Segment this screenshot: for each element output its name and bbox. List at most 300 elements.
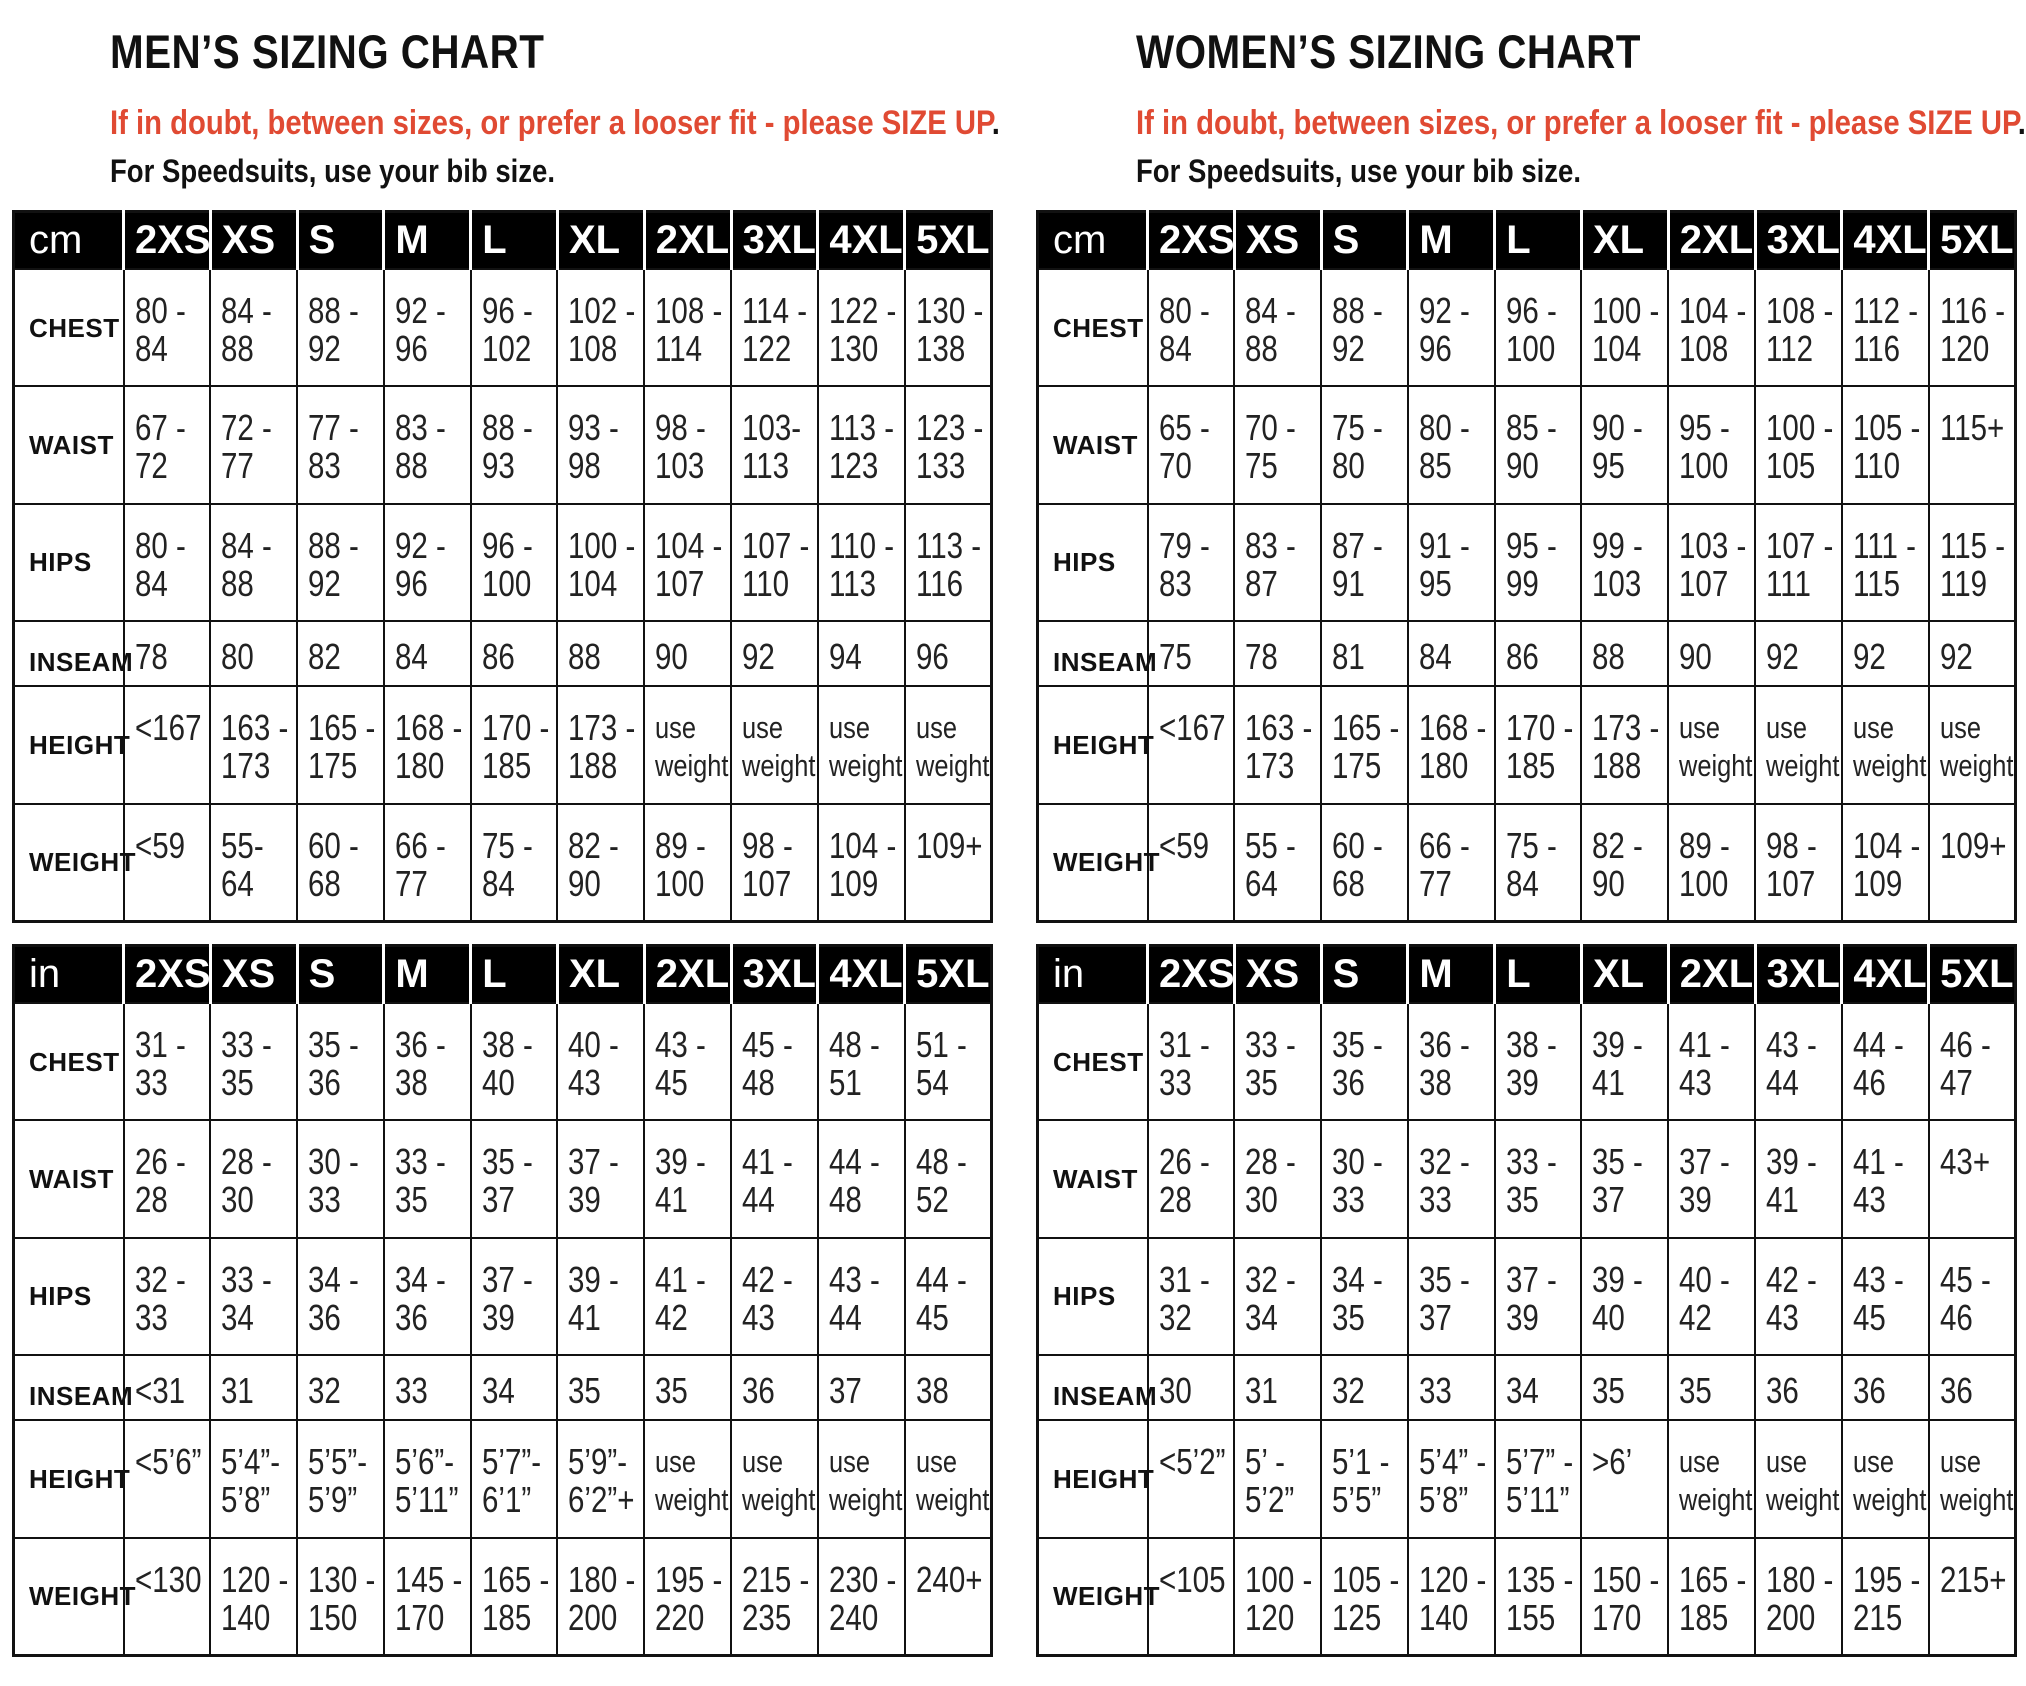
table-cell bbox=[818, 386, 905, 503]
size-header: 2XS bbox=[124, 212, 211, 270]
table-cell bbox=[1408, 1538, 1495, 1656]
cell-value: 33 bbox=[1418, 1369, 1452, 1411]
cell-value: 215+ bbox=[1939, 1558, 2007, 1600]
cell-value: 72 - 77 bbox=[221, 407, 273, 487]
table-cell bbox=[905, 686, 992, 803]
measurement-row-inseam bbox=[1038, 621, 2016, 687]
size-header: 5XL bbox=[1929, 212, 2016, 270]
cell-value: 130 - 150 bbox=[308, 1558, 376, 1638]
cell-value: 40 - 43 bbox=[568, 1024, 620, 1103]
cell-value: 26 - 28 bbox=[134, 1141, 186, 1221]
size-header: M bbox=[384, 212, 471, 270]
table-cell bbox=[1842, 1003, 1929, 1120]
cell-value: 78 bbox=[1245, 635, 1279, 677]
table-cell bbox=[1234, 1355, 1321, 1421]
cell-value: use weight bbox=[828, 710, 903, 784]
measurement-row-chest bbox=[14, 269, 992, 386]
cell-value: <5’6” bbox=[134, 1441, 201, 1483]
table-cell bbox=[818, 504, 905, 621]
table-cell bbox=[1234, 1238, 1321, 1355]
cell-value: 163 - 173 bbox=[221, 707, 289, 787]
table-cell bbox=[644, 386, 731, 503]
table-cell bbox=[557, 1420, 644, 1537]
table-cell bbox=[297, 686, 384, 803]
size-header: XS bbox=[1234, 946, 1321, 1004]
cell-value: 39 - 41 bbox=[568, 1258, 620, 1338]
cell-value: 30 - 33 bbox=[308, 1141, 359, 1221]
table-cell bbox=[905, 621, 992, 687]
table-cell bbox=[1408, 1003, 1495, 1120]
measurement-row-inseam bbox=[14, 1355, 992, 1421]
cell-value: 83 - 88 bbox=[394, 407, 446, 487]
table-cell bbox=[644, 1120, 731, 1237]
table-cell bbox=[1581, 386, 1668, 503]
cell-value: 80 bbox=[221, 635, 255, 677]
table-cell bbox=[384, 504, 471, 621]
size-header: 3XL bbox=[1755, 946, 1842, 1004]
cell-value: <5’2” bbox=[1158, 1441, 1225, 1483]
cell-value: 92 - 96 bbox=[1418, 290, 1470, 369]
table-cell bbox=[1321, 386, 1408, 503]
table-cell bbox=[1234, 269, 1321, 386]
table-cell bbox=[1842, 504, 1929, 621]
womens-header bbox=[1136, 20, 2026, 194]
table-cell bbox=[818, 1538, 905, 1656]
size-header: 4XL bbox=[818, 212, 905, 270]
cell-value: 120 - 140 bbox=[221, 1558, 289, 1638]
cell-value: 80 - 84 bbox=[134, 290, 186, 369]
cell-value: 150 - 170 bbox=[1592, 1558, 1660, 1638]
cell-value: 123 - 133 bbox=[915, 407, 983, 487]
cell-value: 44 - 45 bbox=[915, 1258, 967, 1338]
cell-value: 32 bbox=[1332, 1369, 1365, 1411]
table-cell bbox=[384, 1420, 471, 1537]
mens-size-up-text: If in doubt, between sizes, or prefer a looser fit - please SIZE UP bbox=[110, 104, 992, 142]
cell-value: 92 bbox=[1852, 635, 1886, 677]
table-cell bbox=[384, 1355, 471, 1421]
table-cell bbox=[905, 1538, 992, 1656]
size-header: 2XL bbox=[644, 212, 731, 270]
cell-value: 33 - 35 bbox=[221, 1024, 273, 1103]
cell-value: 67 - 72 bbox=[134, 407, 186, 487]
cell-value: 165 - 185 bbox=[1679, 1558, 1747, 1638]
size-header: M bbox=[384, 946, 471, 1004]
table-cell bbox=[818, 1003, 905, 1120]
table-cell bbox=[905, 504, 992, 621]
cell-value: 26 - 28 bbox=[1158, 1141, 1210, 1221]
mens-speedsuit-note: For Speedsuits, use your bib size. bbox=[110, 153, 556, 189]
cell-value: 109+ bbox=[1939, 824, 2007, 866]
table-cell bbox=[210, 386, 297, 503]
cell-value: use weight bbox=[1766, 1444, 1840, 1518]
cell-value: 34 bbox=[481, 1369, 515, 1411]
cell-value: use weight bbox=[1679, 710, 1753, 784]
table-cell bbox=[1581, 621, 1668, 687]
table-cell bbox=[1234, 504, 1321, 621]
cell-value: 75 - 84 bbox=[481, 824, 533, 904]
cell-value: 84 bbox=[1418, 635, 1452, 677]
row-label: HIPS bbox=[1038, 1238, 1148, 1355]
mens-inch-table bbox=[12, 944, 993, 1657]
table-cell bbox=[1929, 386, 2016, 503]
table-cell bbox=[1321, 1420, 1408, 1537]
table-cell bbox=[1408, 686, 1495, 803]
table-cell bbox=[471, 1238, 558, 1355]
measurement-row-hips bbox=[14, 1238, 992, 1355]
cell-value: 105 - 110 bbox=[1852, 407, 1921, 487]
size-header: 5XL bbox=[905, 212, 992, 270]
table-cell bbox=[1755, 269, 1842, 386]
cell-value: 43 - 44 bbox=[828, 1258, 880, 1338]
table-cell bbox=[1495, 1003, 1582, 1120]
cell-value: 30 - 33 bbox=[1332, 1141, 1383, 1221]
cell-value: 122 - 130 bbox=[828, 290, 897, 369]
cell-value: 103 - 107 bbox=[1679, 524, 1747, 604]
cell-value: 38 - 39 bbox=[1505, 1024, 1557, 1103]
size-header: 5XL bbox=[1929, 946, 2016, 1004]
cell-value: 100 - 120 bbox=[1245, 1558, 1313, 1638]
cell-value: 55- 64 bbox=[221, 824, 264, 904]
table-cell bbox=[1581, 1420, 1668, 1537]
measurement-row-hips bbox=[14, 504, 992, 621]
table-cell bbox=[471, 686, 558, 803]
size-header: L bbox=[1495, 212, 1582, 270]
table-cell bbox=[557, 1003, 644, 1120]
table-cell bbox=[731, 1538, 818, 1656]
table-cell bbox=[1321, 1120, 1408, 1237]
cell-value: 108 - 112 bbox=[1766, 290, 1834, 369]
cell-value: 91 - 95 bbox=[1418, 524, 1470, 604]
cell-value: 145 - 170 bbox=[394, 1558, 463, 1638]
table-cell bbox=[1929, 504, 2016, 621]
table-cell bbox=[210, 804, 297, 922]
row-label: CHEST bbox=[14, 1003, 124, 1120]
cell-value: 98 - 103 bbox=[655, 407, 707, 487]
womens-speedsuit-note: For Speedsuits, use your bib size. bbox=[1136, 153, 1582, 189]
cell-value: 170 - 185 bbox=[481, 707, 549, 787]
measurement-row-chest bbox=[1038, 269, 2016, 386]
table-cell bbox=[1321, 1238, 1408, 1355]
cell-value: 165 - 175 bbox=[1332, 707, 1400, 787]
size-header: XS bbox=[210, 946, 297, 1004]
cell-value: 115 - 119 bbox=[1939, 524, 2005, 604]
cell-value: 240+ bbox=[915, 1558, 983, 1600]
table-cell bbox=[1148, 1238, 1235, 1355]
cell-value: 96 - 100 bbox=[481, 524, 533, 604]
cell-value: 95 - 100 bbox=[1679, 407, 1731, 487]
cell-value: 89 - 100 bbox=[655, 824, 707, 904]
table-cell bbox=[471, 1538, 558, 1656]
cell-value: 35 bbox=[1679, 1369, 1713, 1411]
table-cell bbox=[384, 621, 471, 687]
cell-value: 66 - 77 bbox=[1418, 824, 1470, 904]
table-cell bbox=[557, 804, 644, 922]
cell-value: use weight bbox=[742, 710, 816, 784]
cell-value: 104 - 109 bbox=[1852, 824, 1921, 904]
cell-value: 65 - 70 bbox=[1158, 407, 1210, 487]
table-cell bbox=[818, 1420, 905, 1537]
table-cell bbox=[818, 269, 905, 386]
table-cell bbox=[1581, 269, 1668, 386]
table-cell bbox=[1755, 504, 1842, 621]
cell-value: 108 - 114 bbox=[655, 290, 723, 369]
table-cell bbox=[124, 1420, 211, 1537]
cell-value: 100 - 105 bbox=[1766, 407, 1834, 487]
table-cell bbox=[210, 269, 297, 386]
cell-value: 70 - 75 bbox=[1245, 407, 1297, 487]
measurement-row-weight bbox=[1038, 804, 2016, 922]
womens-size-up-note bbox=[1136, 100, 2026, 146]
cell-value: 130 - 138 bbox=[915, 290, 983, 369]
table-cell bbox=[384, 686, 471, 803]
table-cell bbox=[1668, 686, 1755, 803]
cell-value: 180 - 200 bbox=[1766, 1558, 1834, 1638]
table-cell bbox=[471, 621, 558, 687]
table-cell bbox=[1495, 686, 1582, 803]
measurement-row-hips bbox=[1038, 504, 2016, 621]
measurement-row-height bbox=[1038, 686, 2016, 803]
cell-value: 37 - 39 bbox=[481, 1258, 533, 1338]
cell-value: 51 - 54 bbox=[915, 1024, 967, 1103]
table-cell bbox=[1408, 269, 1495, 386]
table-cell bbox=[124, 1003, 211, 1120]
measurement-row-height bbox=[14, 1420, 992, 1537]
cell-value: 48 - 51 bbox=[828, 1024, 880, 1103]
table-cell bbox=[1581, 1120, 1668, 1237]
cell-value: 88 bbox=[568, 635, 602, 677]
table-cell bbox=[471, 269, 558, 386]
cell-value: 36 bbox=[1939, 1369, 1973, 1411]
cell-value: <167 bbox=[134, 707, 201, 749]
cell-value: 86 bbox=[481, 635, 515, 677]
cell-value: 41 - 43 bbox=[1679, 1024, 1731, 1103]
table-cell bbox=[1581, 804, 1668, 922]
table-cell bbox=[210, 686, 297, 803]
table-cell bbox=[731, 1355, 818, 1421]
cell-value: 40 - 42 bbox=[1679, 1258, 1731, 1338]
table-cell bbox=[1755, 1355, 1842, 1421]
size-header: 2XS bbox=[1148, 212, 1235, 270]
table-cell bbox=[1495, 1238, 1582, 1355]
table-cell bbox=[1929, 804, 2016, 922]
cell-value: 36 - 38 bbox=[394, 1024, 446, 1103]
cell-value: 170 - 185 bbox=[1505, 707, 1573, 787]
cell-value: 78 bbox=[134, 635, 168, 677]
table-cell bbox=[644, 504, 731, 621]
table-cell bbox=[1495, 804, 1582, 922]
cell-value: 80 - 84 bbox=[1158, 290, 1210, 369]
cell-value: 168 - 180 bbox=[1418, 707, 1487, 787]
table-cell bbox=[1408, 504, 1495, 621]
table-cell bbox=[1495, 621, 1582, 687]
cell-value: 95 - 99 bbox=[1505, 524, 1557, 604]
table-cell bbox=[1842, 804, 1929, 922]
cell-value: 33 - 35 bbox=[1245, 1024, 1297, 1103]
cell-value: 34 - 36 bbox=[394, 1258, 446, 1338]
cell-value: 42 - 43 bbox=[742, 1258, 793, 1338]
table-cell bbox=[731, 1003, 818, 1120]
table-cell bbox=[1148, 686, 1235, 803]
table-cell bbox=[124, 804, 211, 922]
cell-value: 33 - 35 bbox=[394, 1141, 446, 1221]
table-cell bbox=[557, 1120, 644, 1237]
size-header: 2XS bbox=[124, 946, 211, 1004]
cell-value: 100 - 104 bbox=[568, 524, 636, 604]
size-header: S bbox=[1321, 946, 1408, 1004]
size-header: L bbox=[1495, 946, 1582, 1004]
table-cell bbox=[471, 804, 558, 922]
cell-value: 111 - 115 bbox=[1852, 524, 1916, 604]
cell-value: 90 bbox=[655, 635, 689, 677]
cell-value: 5’4”- 5’8” bbox=[221, 1441, 281, 1521]
cell-value: use weight bbox=[1679, 1444, 1753, 1518]
cell-value: 31 bbox=[1245, 1369, 1279, 1411]
row-label: INSEAM bbox=[1038, 1355, 1148, 1421]
measurement-row-waist bbox=[1038, 386, 2016, 503]
measurement-row-chest bbox=[1038, 1003, 2016, 1120]
cell-value: use weight bbox=[655, 1444, 729, 1518]
table-cell bbox=[1929, 269, 2016, 386]
cell-value: 104 - 107 bbox=[655, 524, 723, 604]
table-cell bbox=[644, 269, 731, 386]
cell-value: 82 bbox=[308, 635, 341, 677]
table-cell bbox=[297, 1238, 384, 1355]
cell-value: 32 - 33 bbox=[134, 1258, 186, 1338]
table-cell bbox=[297, 1355, 384, 1421]
measurement-row-height bbox=[14, 686, 992, 803]
cell-value: 38 - 40 bbox=[481, 1024, 533, 1103]
cell-value: 165 - 175 bbox=[308, 707, 376, 787]
table-cell bbox=[1929, 1355, 2016, 1421]
womens-inch-table bbox=[1036, 944, 2017, 1657]
size-header: S bbox=[297, 212, 384, 270]
cell-value: 112 - 116 bbox=[1852, 290, 1918, 369]
cell-value: 35 - 37 bbox=[1418, 1258, 1470, 1338]
table-cell bbox=[297, 1003, 384, 1120]
row-label: INSEAM bbox=[1038, 621, 1148, 687]
table-cell bbox=[644, 804, 731, 922]
table-cell bbox=[1148, 504, 1235, 621]
measurement-row-waist bbox=[1038, 1120, 2016, 1237]
cell-value: <59 bbox=[1158, 824, 1209, 866]
cell-value: 92 bbox=[1766, 635, 1799, 677]
table-cell bbox=[210, 621, 297, 687]
table-cell bbox=[644, 621, 731, 687]
table-cell bbox=[1668, 1238, 1755, 1355]
table-cell bbox=[818, 1120, 905, 1237]
cell-value: 109+ bbox=[915, 824, 983, 866]
table-cell bbox=[124, 686, 211, 803]
size-header: 4XL bbox=[1842, 212, 1929, 270]
cell-value: 173 - 188 bbox=[1592, 707, 1660, 787]
table-cell bbox=[471, 1120, 558, 1237]
table-cell bbox=[557, 269, 644, 386]
table-cell bbox=[1842, 1120, 1929, 1237]
cell-value: 107 - 110 bbox=[742, 524, 810, 604]
table-cell bbox=[1842, 1355, 1929, 1421]
table-cell bbox=[557, 686, 644, 803]
table-cell bbox=[731, 1120, 818, 1237]
table-cell bbox=[1495, 269, 1582, 386]
table-cell bbox=[1495, 386, 1582, 503]
table-cell bbox=[731, 686, 818, 803]
cell-value: 32 - 33 bbox=[1418, 1141, 1470, 1221]
cell-value: <167 bbox=[1158, 707, 1225, 749]
table-cell bbox=[1929, 686, 2016, 803]
table-cell bbox=[644, 1538, 731, 1656]
measurement-row-hips bbox=[1038, 1238, 2016, 1355]
measurement-row-waist bbox=[14, 1120, 992, 1237]
table-cell bbox=[1668, 269, 1755, 386]
table-cell bbox=[1668, 1538, 1755, 1656]
size-header: XL bbox=[1581, 212, 1668, 270]
table-cell bbox=[1929, 1420, 2016, 1537]
table-cell bbox=[644, 686, 731, 803]
table-cell bbox=[731, 804, 818, 922]
cell-value: 32 bbox=[308, 1369, 341, 1411]
measurement-row-waist bbox=[14, 386, 992, 503]
cell-value: 75 bbox=[1158, 635, 1192, 677]
table-cell bbox=[124, 1538, 211, 1656]
cell-value: 66 - 77 bbox=[394, 824, 446, 904]
table-cell bbox=[1581, 1355, 1668, 1421]
cell-value: 92 bbox=[742, 635, 775, 677]
table-cell bbox=[124, 621, 211, 687]
table-cell bbox=[1148, 1420, 1235, 1537]
table-cell bbox=[1581, 1538, 1668, 1656]
table-cell bbox=[1842, 686, 1929, 803]
cell-value: <105 bbox=[1158, 1558, 1225, 1600]
table-cell bbox=[384, 1120, 471, 1237]
table-cell bbox=[1929, 1238, 2016, 1355]
cell-value: 30 bbox=[1158, 1369, 1192, 1411]
cell-value: 105 - 125 bbox=[1332, 1558, 1400, 1638]
table-cell bbox=[1929, 621, 2016, 687]
table-cell bbox=[124, 1238, 211, 1355]
size-header: 3XL bbox=[731, 212, 818, 270]
table-cell bbox=[1148, 1538, 1235, 1656]
womens-size-up-text: If in doubt, between sizes, or prefer a looser fit - please SIZE UP bbox=[1136, 104, 2018, 142]
table-cell bbox=[557, 1238, 644, 1355]
cell-value: 114 - 122 bbox=[742, 290, 808, 369]
cell-value: 107 - 111 bbox=[1766, 524, 1834, 604]
table-cell bbox=[384, 1238, 471, 1355]
table-cell bbox=[818, 804, 905, 922]
cell-value: use weight bbox=[1939, 1444, 2014, 1518]
table-cell bbox=[557, 1538, 644, 1656]
table-cell bbox=[644, 1003, 731, 1120]
cell-value: 116 - 120 bbox=[1939, 290, 2005, 369]
table-cell bbox=[1321, 1355, 1408, 1421]
cell-value: use weight bbox=[915, 1444, 990, 1518]
table-cell bbox=[1495, 1538, 1582, 1656]
mens-size-up-note bbox=[110, 100, 1000, 146]
cell-value: 44 - 46 bbox=[1852, 1024, 1904, 1103]
size-header: XS bbox=[1234, 212, 1321, 270]
cell-value: 88 - 93 bbox=[481, 407, 533, 487]
table-cell bbox=[1408, 1120, 1495, 1237]
table-cell bbox=[1148, 1003, 1235, 1120]
mens-chart-title: MEN’S SIZING CHART bbox=[110, 25, 545, 78]
unit-label: in bbox=[14, 946, 124, 1004]
cell-value: 84 bbox=[394, 635, 428, 677]
size-header: 2XS bbox=[1148, 946, 1235, 1004]
table-cell bbox=[905, 1355, 992, 1421]
table-cell bbox=[1581, 1003, 1668, 1120]
table-cell bbox=[557, 504, 644, 621]
table-cell bbox=[1668, 504, 1755, 621]
cell-value: 168 - 180 bbox=[394, 707, 463, 787]
